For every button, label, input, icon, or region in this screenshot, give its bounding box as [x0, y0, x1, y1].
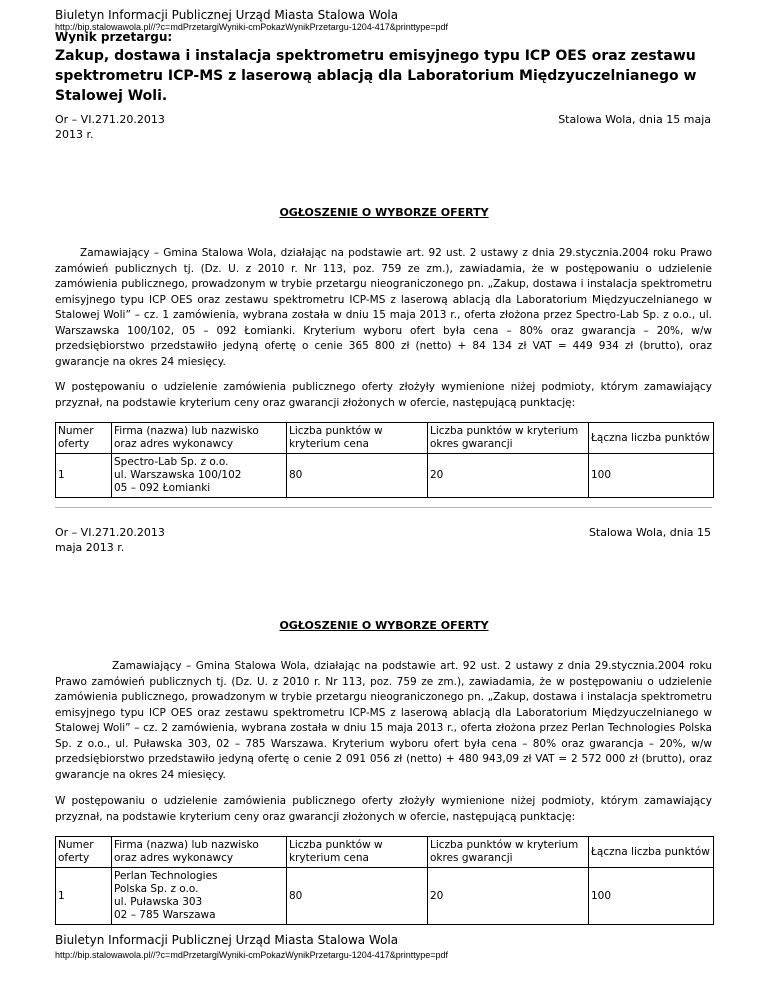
announcement-paragraph: Zamawiający – Gmina Stalowa Wola, działając na podstawie art. 92 ust. 2 ustawy z dnia 29.stycznia.2004 roku Prawo zamówień publicznych tj. (Dz. U. z 2010 r. Nr 113, poz. 759 ze zm.), zawiadamia, że w postępowaniu o udzielenie zamówienia publicznego, prowadzonym w trybie przetargu nieograniczonego pn. „Zakup, dostawa i instalacja spektrometru emisyjnego typu ICP OES oraz zestawu spektrometru ICP-MS z laserową ablacją dla Laboratorium Międzyuczelnianego w Stalowej Woli” – cz. 1 zamówienia, wybrana została w dniu 15 maja 2013 r., oferta złożona przez Spectro-Lab Sp. z o.o., ul. Warszawska 100/102, 05 – 092 Łomianki. Kryterium wyboru ofert była cena – 80% oraz gwarancja – 20%, w/w przedsiębiorstwo przedstawiło jedyną ofertę o cenie 365 800 zł (netto) + 84 134 zł VAT = 449 934 zł (brutto), oraz gwarancje na okres 24 miesięcy.	[55, 247, 712, 368]
contractor-line: 02 – 785 Warszawa	[114, 909, 216, 921]
contractor-line: ul. Warszawska 100/102	[114, 469, 242, 481]
announcement-heading: OGŁOSZENIE O WYBORZE OFERTY	[279, 619, 489, 632]
table-row	[56, 454, 714, 498]
price-points: 80	[287, 868, 428, 925]
column-header: Numer oferty	[56, 423, 112, 454]
place-date: Stalowa Wola, dnia 15	[588, 526, 711, 539]
contractor-line: Perlan Technologies	[114, 870, 218, 882]
place-date: Stalowa Wola, dnia 15 maja	[558, 113, 711, 126]
contractor-line: 05 – 092 Łomianki	[114, 482, 211, 494]
table-header-row	[56, 423, 714, 454]
footer-url: http://bip.stalowawola.pl//?c=mdPrzetargiWyniki-cmPokazWynikPrzetargu-1204-417&printtype=pdf	[55, 950, 449, 960]
page-title: Zakup, dostawa i instalacja spektrometru emisyjnego typu ICP OES oraz zestawu spektrometru ICP-MS z laserową ablacją dla Laboratorium Międzyuczelnianego w Stalowej Woli.	[55, 48, 697, 104]
column-header: Liczba punktów w kryterium okres gwarancji	[428, 423, 589, 454]
contractor-cell	[112, 454, 287, 498]
table-header-row	[56, 837, 714, 868]
reference-line: Or – VI.271.20.2013	[55, 526, 165, 539]
footer-title: Biuletyn Informacji Publicznej Urząd Miasta Stalowa Wola	[55, 933, 399, 947]
contractor-cell	[112, 868, 287, 925]
reference-line: 2013 r.	[55, 128, 94, 141]
table-row	[56, 868, 714, 925]
total-points: 100	[589, 454, 714, 498]
column-header: Liczba punktów w kryterium cena	[287, 423, 428, 454]
column-header: Numer oferty	[56, 837, 112, 868]
contractor-line: Spectro-Lab Sp. z o.o.	[114, 456, 229, 468]
warranty-points: 20	[428, 868, 589, 925]
result-label: Wynik przetargu:	[55, 30, 173, 44]
contractor-line: ul. Puławska 303	[114, 896, 203, 908]
column-header: Liczba punktów w kryterium cena	[287, 837, 428, 868]
offer-number: 1	[56, 454, 112, 498]
contractor-line: Polska Sp. z o.o.	[114, 883, 199, 895]
price-points: 80	[287, 454, 428, 498]
header-title: Biuletyn Informacji Publicznej Urząd Miasta Stalowa Wola	[55, 8, 399, 22]
reference-line: Or – VI.271.20.2013	[55, 113, 165, 126]
column-header: Firma (nazwa) lub nazwisko oraz adres wykonawcy	[112, 837, 287, 868]
column-header: Łączna liczba punktów	[589, 423, 714, 454]
scoring-intro: W postępowaniu o udzielenie zamówienia publicznego oferty złożyły wymienione niżej podmioty, którym zamawiający przyznał, na podstawie kryterium ceny oraz gwarancji złożonych w ofercie, następującą punktację:	[55, 795, 712, 823]
announcement-paragraph: Zamawiający – Gmina Stalowa Wola, działając na podstawie art. 92 ust. 2 ustawy z dnia 29.stycznia.2004 roku Prawo zamówień publicznych tj. (Dz. U. z 2010 r. Nr 113, poz. 759 ze zm.), zawiadamia, że w postępowaniu o udzielenie zamówienia publicznego, prowadzonym w trybie przetargu nieograniczonego pn. „Zakup, dostawa i instalacja spektrometru emisyjnego typu ICP OES oraz zestawu spektrometru ICP-MS z laserową ablacją dla Laboratorium Międzyuczelnianego w Stalowej Woli” – cz. 2 zamówienia, wybrana została w dniu 15 maja 2013 r., oferta złożona przez Perlan Technologies Polska Sp. z o.o., ul. Puławska 303, 02 – 785 Warszawa. Kryterium wyboru ofert była cena – 80% oraz gwarancja – 20%, w/w przedsiębiorstwo przedstawiło jedyną ofertę o cenie 2 091 056 zł (netto) + 480 943,09 zł VAT = 2 572 000 zł (brutto), oraz gwarancje na okres 24 miesięcy.	[55, 660, 712, 781]
reference-number	[55, 112, 165, 142]
column-header: Łączna liczba punktów	[589, 837, 714, 868]
column-header: Liczba punktów w kryterium okres gwarancji	[428, 837, 589, 868]
warranty-points: 20	[428, 454, 589, 498]
column-header: Firma (nazwa) lub nazwisko oraz adres wykonawcy	[112, 423, 287, 454]
reference-line: maja 2013 r.	[55, 541, 125, 554]
scoring-intro: W postępowaniu o udzielenie zamówienia publicznego oferty złożyły wymienione niżej podmioty, którym zamawiający przyznał, na podstawie kryterium ceny oraz gwarancji złożonych w ofercie, następującą punktację:	[55, 381, 712, 409]
announcement-heading: OGŁOSZENIE O WYBORZE OFERTY	[279, 206, 489, 219]
header-url: http://bip.stalowawola.pl//?c=mdPrzetargiWyniki-cmPokazWynikPrzetargu-1204-417&printtype=pdf	[55, 22, 449, 32]
total-points: 100	[589, 868, 714, 925]
results-table	[55, 836, 714, 925]
results-table	[55, 422, 714, 498]
offer-number: 1	[56, 868, 112, 925]
reference-number	[55, 525, 165, 555]
section-divider	[55, 507, 712, 508]
